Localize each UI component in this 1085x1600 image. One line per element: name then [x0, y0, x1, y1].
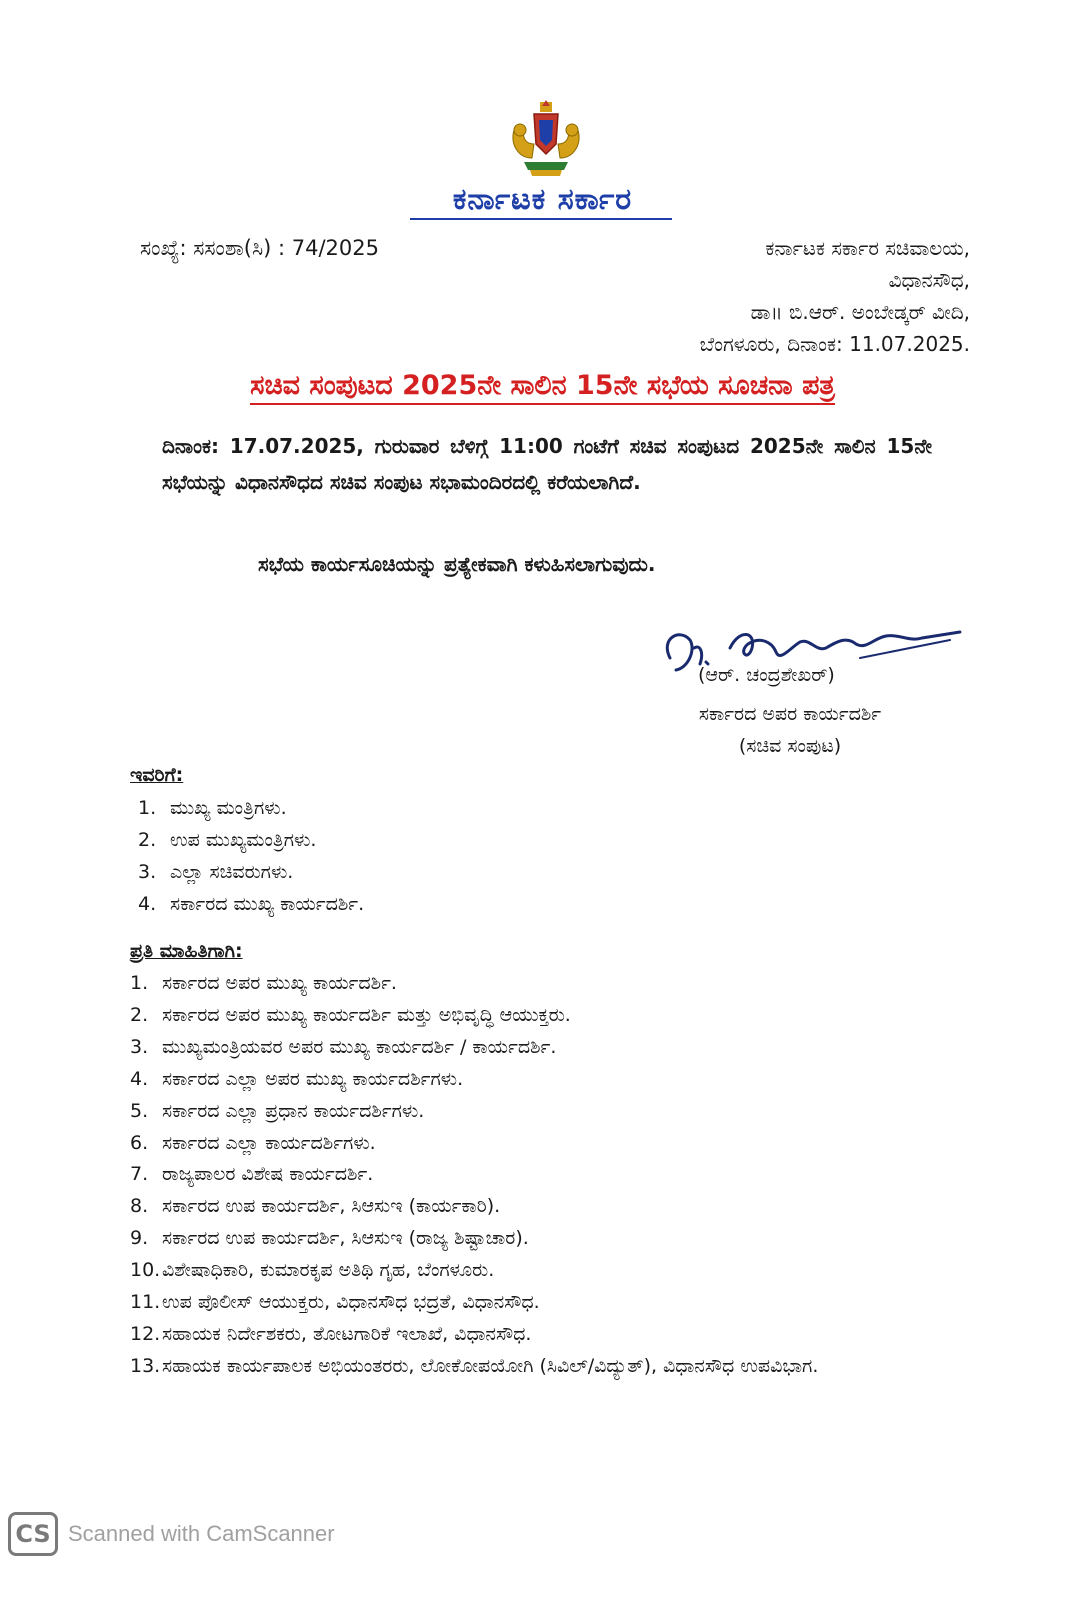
address-line: ಡಾ॥ ಬಿ.ಆರ್. ಅಂಬೇಡ್ಕರ್ ವೀದಿ,: [750, 300, 970, 324]
list-item: [130, 1159, 930, 1191]
list-item: [130, 1064, 930, 1096]
list-number: 3.: [130, 1035, 149, 1058]
copies-list: [130, 968, 930, 1383]
list-text: ರಾಜ್ಯಪಾಲರ ವಿಶೇಷ ಕಾರ್ಯದರ್ಶಿ.: [162, 1163, 374, 1186]
address-line-date: ಬೆಂಗಳೂರು, ದಿನಾಂಕ: 11.07.2025.: [699, 332, 970, 356]
list-text: ಮುಖ್ಯ ಮಂತ್ರಿಗಳು.: [170, 797, 287, 819]
list-number: 2.: [130, 1003, 149, 1026]
meeting-paragraph: ದಿನಾಂಕ: 17.07.2025, ಗುರುವಾರ ಬೆಳಿಗ್ಗೆ 11:00 ಗಂಟೆಗೆ ಸಚಿವ ಸಂಪುಟದ 2025ನೇ ಸಾಲಿನ 15ನೇ ಸಭೆಯನ್ನು ವಿಧಾನಸೌಧದ ಸಚಿವ ಸಂಪುಟ ಸಭಾಮಂದಿರದಲ್ಲಿ ಕರೆಯಲಾಗಿದೆ.: [162, 434, 932, 494]
list-number: 12.: [130, 1322, 161, 1345]
list-item: [130, 1319, 930, 1351]
address-line: ಕರ್ನಾಟಕ ಸರ್ಕಾರ ಸಚಿವಾಲಯ,: [765, 236, 970, 260]
list-text: ಉಪ ಮುಖ್ಯಮಂತ್ರಿಗಳು.: [170, 829, 317, 851]
list-number: 5.: [130, 1099, 149, 1122]
list-text: ಸರ್ಕಾರದ ಎಲ್ಲಾ ಅಪರ ಮುಖ್ಯ ಕಾರ್ಯದರ್ಶಿಗಳು.: [162, 1067, 464, 1090]
list-item: [130, 1351, 930, 1383]
list-number: 8.: [130, 1195, 149, 1218]
list-item: [138, 824, 364, 856]
list-text: ಎಲ್ಲಾ ಸಚಿವರುಗಳು.: [170, 861, 294, 883]
list-text: ಉಪ ಪೊಲೀಸ್ ಆಯುಕ್ತರು, ವಿಧಾನಸೌಧ ಭದ್ರತೆ, ವಿಧಾನಸೌಧ.: [162, 1291, 540, 1314]
list-text: ಸರ್ಕಾರದ ಉಪ ಕಾರ್ಯದರ್ಶಿ, ಸಿಆಸುಇ (ಕಾರ್ಯಕಾರಿ).: [162, 1195, 501, 1218]
list-text: ಮುಖ್ಯಮಂತ್ರಿಯವರ ಅಪರ ಮುಖ್ಯ ಕಾರ್ಯದರ್ಶಿ / ಕಾರ್ಯದರ್ಶಿ.: [162, 1035, 557, 1058]
list-item: [130, 1032, 930, 1064]
scanner-watermark: [8, 1512, 335, 1556]
reference-number: ಸಂಖ್ಯೆ: ಸಸಂಶಾ(ಸಿ) : 74/2025: [140, 236, 379, 260]
list-text: ವಿಶೇಷಾಧಿಕಾರಿ, ಕುಮಾರಕೃಪ ಅತಿಥಿ ಗೃಹ, ಬೆಂಗಳೂರು.: [162, 1259, 495, 1282]
list-item: [130, 1128, 930, 1160]
notice-heading: [0, 370, 1085, 402]
list-item: [138, 888, 364, 920]
recipients-heading: ಇವರಿಗೆ:: [130, 764, 184, 786]
list-item: [130, 1096, 930, 1128]
list-item: [138, 856, 364, 888]
list-item: [130, 1287, 930, 1319]
list-number: 9.: [130, 1227, 149, 1250]
recipients-list: [138, 792, 364, 920]
agenda-note: ಸಭೆಯ ಕಾರ್ಯಸೂಚಿಯನ್ನು ಪ್ರತ್ಯೇಕವಾಗಿ ಕಳುಹಿಸಲಾಗುವುದು.: [258, 552, 656, 576]
list-number: 2.: [138, 829, 157, 851]
list-text: ಸರ್ಕಾರದ ಎಲ್ಲಾ ಪ್ರಧಾನ ಕಾರ್ಯದರ್ಶಿಗಳು.: [162, 1099, 425, 1122]
list-text: ಸರ್ಕಾರದ ಅಪರ ಮುಖ್ಯ ಕಾರ್ಯದರ್ಶಿ ಮತ್ತು ಅಭಿವೃದ್ಧಿ ಆಯುಕ್ತರು.: [162, 1003, 571, 1026]
list-number: 4.: [130, 1067, 149, 1090]
address-line: ವಿಧಾನಸೌಧ,: [888, 268, 970, 292]
camscanner-logo: CS: [8, 1512, 58, 1556]
list-text: ಸರ್ಕಾರದ ಉಪ ಕಾರ್ಯದರ್ಶಿ, ಸಿಆಸುಇ (ರಾಜ್ಯ ಶಿಷ್ಟಾಚಾರ).: [162, 1227, 529, 1250]
list-number: 10.: [130, 1259, 161, 1282]
list-text: ಸರ್ಕಾರದ ಎಲ್ಲಾ ಕಾರ್ಯದರ್ಶಿಗಳು.: [162, 1131, 376, 1154]
notice-heading-text: ಸಚಿವ ಸಂಪುಟದ 2025ನೇ ಸಾಲಿನ 15ನೇ ಸಭೆಯ ಸೂಚನಾ ಪತ್ರ: [250, 370, 835, 405]
office-address: [700, 232, 970, 360]
signatory-designation: ಸರ್ಕಾರದ ಅಪರ ಕಾರ್ಯದರ್ಶಿ: [698, 703, 882, 725]
list-number: 6.: [130, 1131, 149, 1154]
government-title-underline: [410, 218, 672, 220]
list-item: [130, 968, 930, 1000]
signatory-name: (ಆರ್. ಚಂದ್ರಶೇಖರ್): [698, 664, 835, 686]
list-item: [130, 1000, 930, 1032]
list-number: 4.: [138, 893, 157, 915]
list-text: ಸಹಾಯಕ ನಿರ್ದೇಶಕರು, ತೋಟಗಾರಿಕೆ ಇಲಾಖೆ, ವಿಧಾನಸೌಧ.: [162, 1322, 532, 1345]
list-number: 1.: [138, 797, 157, 819]
list-text: ಸರ್ಕಾರದ ಮುಖ್ಯ ಕಾರ್ಯದರ್ಶಿ.: [170, 893, 365, 915]
copies-heading: ಪ್ರತಿ ಮಾಹಿತಿಗಾಗಿ:: [130, 940, 243, 962]
list-number: 13.: [130, 1354, 161, 1377]
list-item: [130, 1223, 930, 1255]
list-item: [138, 792, 364, 824]
list-item: [130, 1255, 930, 1287]
list-text: ಸಹಾಯಕ ಕಾರ್ಯಪಾಲಕ ಅಭಿಯಂತರರು, ಲೋಕೋಪಯೋಗಿ (ಸಿವಿಲ್/ವಿದ್ಯುತ್), ವಿಧಾನಸೌಧ ಉಪವಿಭಾಗ.: [162, 1354, 819, 1377]
government-title: ಕರ್ನಾಟಕ ಸರ್ಕಾರ: [452, 182, 633, 217]
list-text: ಸರ್ಕಾರದ ಅಪರ ಮುಖ್ಯ ಕಾರ್ಯದರ್ಶಿ.: [162, 972, 397, 994]
list-number: 7.: [130, 1163, 149, 1186]
scanner-text: Scanned with CamScanner: [68, 1521, 335, 1546]
state-emblem-icon: [506, 100, 586, 180]
signatory-block: [650, 698, 930, 762]
signatory-department: (ಸಚಿವ ಸಂಪುಟ): [738, 735, 842, 757]
list-number: 1.: [130, 972, 149, 994]
list-number: 3.: [138, 861, 157, 883]
list-number: 11.: [130, 1291, 161, 1314]
list-item: [130, 1191, 930, 1223]
